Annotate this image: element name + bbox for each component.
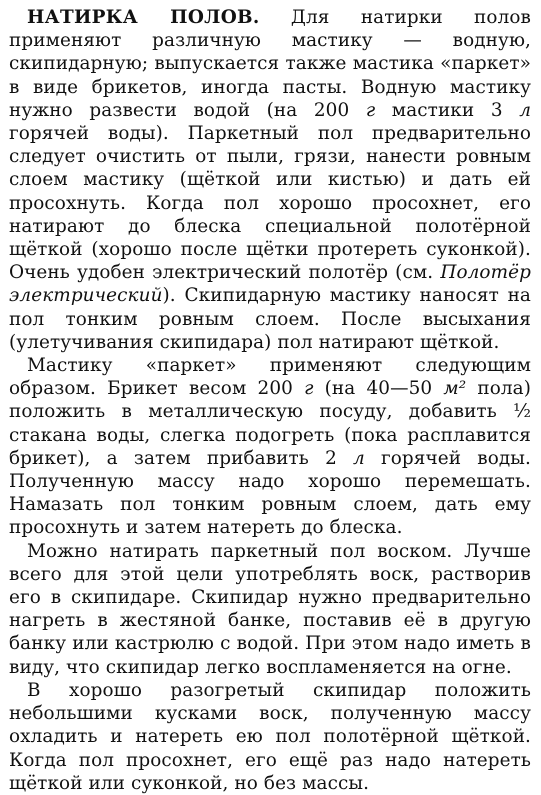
paragraph-2-text-b: (на 40—50 [313,378,444,400]
paragraph-1-text-c: горячей воды). Паркетный пол предварительно следует очистить от пыли, грязи, нанести ровным слоем мастику (щёткой или кистью) и дать ей просохнуть. Когда пол хорошо просохнет, его натирают до блеска специальной полотёрной щёткой (хорошо после щётки протереть суконкой). Очень удобен электрический полотёр (см. [9,123,531,284]
paragraph-2-text-c: пола) положить в металлическую посуду, добавить ½ стакана воды, слегка подогреть (пока расплавится брикет), а затем прибавить 2 [9,378,531,469]
article-floor-polishing [9,6,531,795]
paragraph-4: В хорошо разогретый скипидар положить небольшими кусками воск, полученную массу охладить и натереть ею пол полотёрной щёткой. Когда пол просохнет, его ещё раз надо натереть щёткой или суконкой, но без массы. [9,679,531,794]
paragraph-2-text-d: горячей воды. Полученную массу надо хорошо перемешать. Намазать пол тонким ровным слоем, дать ему просохнуть и затем натереть до блеска. [9,447,531,539]
cross-reference-link[interactable]: Полотёр электрический [9,262,531,307]
paragraph-2-text-a: Мастику «паркет» применяют следующим образом. Брикет весом 200 [9,355,531,400]
paragraph-1-text-b: мастики 3 [375,99,520,121]
unit-square-metre: м² [443,378,467,400]
paragraph-3: Можно натирать паркетный пол воском. Лучше всего для этой цели употреблять воск, растворив его в скипидаре. Скипидар нужно предварительно нагреть в жестяной банке, поставив её в другую банку или кастрюлю с водой. При этом надо иметь в виду, что скипидар легко воспламеняется на огне. [9,540,531,678]
paragraph-1-text-d: ). Скипидарную мастику наносят на пол тонким ровным слоем. После высыхания (улетучивания скипидара) пол натирают щёткой. [9,285,531,353]
unit-gram: г [304,378,314,400]
article-heading: НАТИРКА ПОЛОВ. [27,7,260,28]
unit-litre: л [519,99,531,121]
paragraph-1-text-a: Для натирки полов применяют различную мастику — водную, скипидарную; выпускается также мастика «паркет» в виде брикетов, иногда пасты. Водную мастику нужно развести водой (на 200 [9,7,531,121]
unit-gram: г [365,99,376,121]
paragraph-2 [9,354,531,540]
unit-litre: л [353,447,365,469]
paragraph-1 [9,6,531,354]
